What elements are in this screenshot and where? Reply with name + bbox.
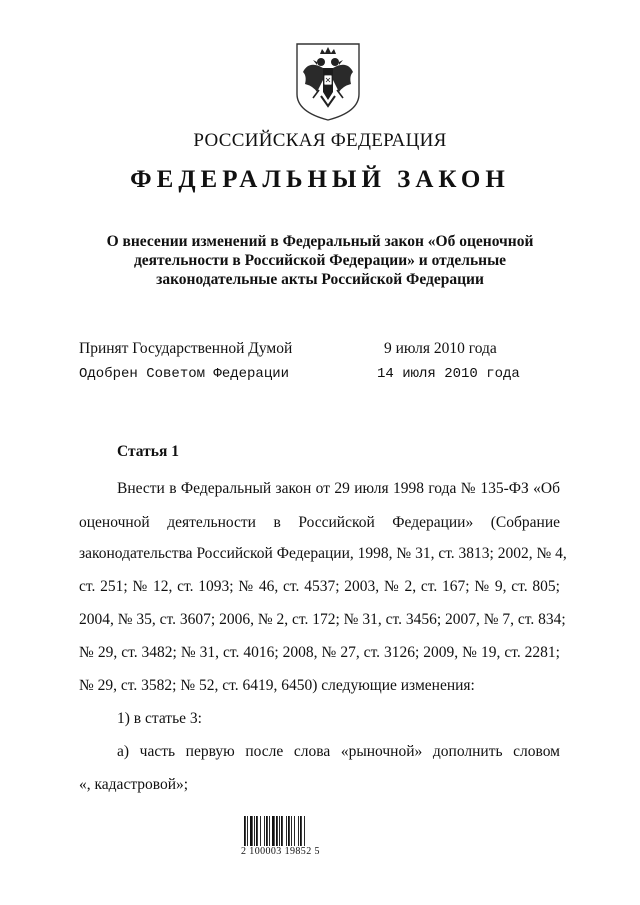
approved-label: Одобрен Советом Федерации xyxy=(79,366,290,382)
barcode-bar xyxy=(256,816,258,846)
coat-of-arms-icon xyxy=(291,40,365,122)
adopted-label: Принят Государственной Думой xyxy=(79,340,293,357)
article-line: законодательства Российской Федерации, 1998, № 31, ст. 3813; 2002, № 4, xyxy=(79,545,567,562)
barcode-bar xyxy=(286,816,287,846)
barcode-bar xyxy=(250,816,253,846)
article-line: № 29, ст. 3482; № 31, ст. 4016; 2008, № 27, ст. 3126; 2009, № 19, ст. 2281; xyxy=(79,644,560,661)
article-line: 1) в статье 3: xyxy=(117,710,202,727)
law-subject xyxy=(90,232,550,289)
barcode-bar xyxy=(260,816,261,846)
barcode-bar xyxy=(266,816,268,846)
article-line: № 29, ст. 3582; № 52, ст. 6419, 6450) следующие изменения: xyxy=(79,677,475,694)
country-heading: РОССИЙСКАЯ ФЕДЕРАЦИЯ xyxy=(193,130,447,151)
article-line: оценочной деятельности в Российской Федерации» (Собрание xyxy=(79,514,560,531)
barcode-bar xyxy=(276,816,278,846)
barcode-bar xyxy=(288,816,290,846)
barcode-bar xyxy=(254,816,255,846)
barcode-bar xyxy=(300,816,302,846)
barcode-bar xyxy=(279,816,280,846)
article-line: Внести в Федеральный закон от 29 июля 1998 года № 135-ФЗ «Об xyxy=(117,480,560,497)
article-line: 2004, № 35, ст. 3607; 2006, № 2, ст. 172; № 31, ст. 3456; 2007, № 7, ст. 834; xyxy=(79,611,566,628)
article-line: ст. 251; № 12, ст. 1093; № 46, ст. 4537; 2003, № 2, ст. 167; № 9, ст. 805; xyxy=(79,578,560,595)
barcode-bar xyxy=(291,816,292,846)
subject-line: законодательные акты Российской Федерации xyxy=(156,271,484,288)
barcode-bar xyxy=(269,816,270,846)
barcode-bar xyxy=(247,816,248,846)
article-line: «, кадастровой»; xyxy=(79,776,189,793)
barcode-bar xyxy=(294,816,295,846)
barcode-bar xyxy=(264,816,265,846)
barcode-bar xyxy=(272,816,275,846)
document-type-heading: ФЕДЕРАЛЬНЫЙ ЗАКОН xyxy=(130,166,510,193)
article-title: Статья 1 xyxy=(117,443,179,460)
barcode-bar xyxy=(281,816,283,846)
subject-line: деятельности в Российской Федерации» и отдельные xyxy=(133,252,507,269)
subject-line: О внесении изменений в Федеральный закон «Об оценочной xyxy=(106,233,534,250)
barcode-bar xyxy=(298,816,299,846)
barcode xyxy=(243,816,325,846)
barcode-number: 2 100003 19852 5 xyxy=(241,846,320,857)
barcode-bar xyxy=(244,816,246,846)
article-line: а) часть первую после слова «рыночной» дополнить словом xyxy=(117,743,560,760)
approved-date: 14 июля 2010 года xyxy=(377,366,520,382)
barcode-bar xyxy=(304,816,305,846)
adopted-date: 9 июля 2010 года xyxy=(384,340,497,357)
